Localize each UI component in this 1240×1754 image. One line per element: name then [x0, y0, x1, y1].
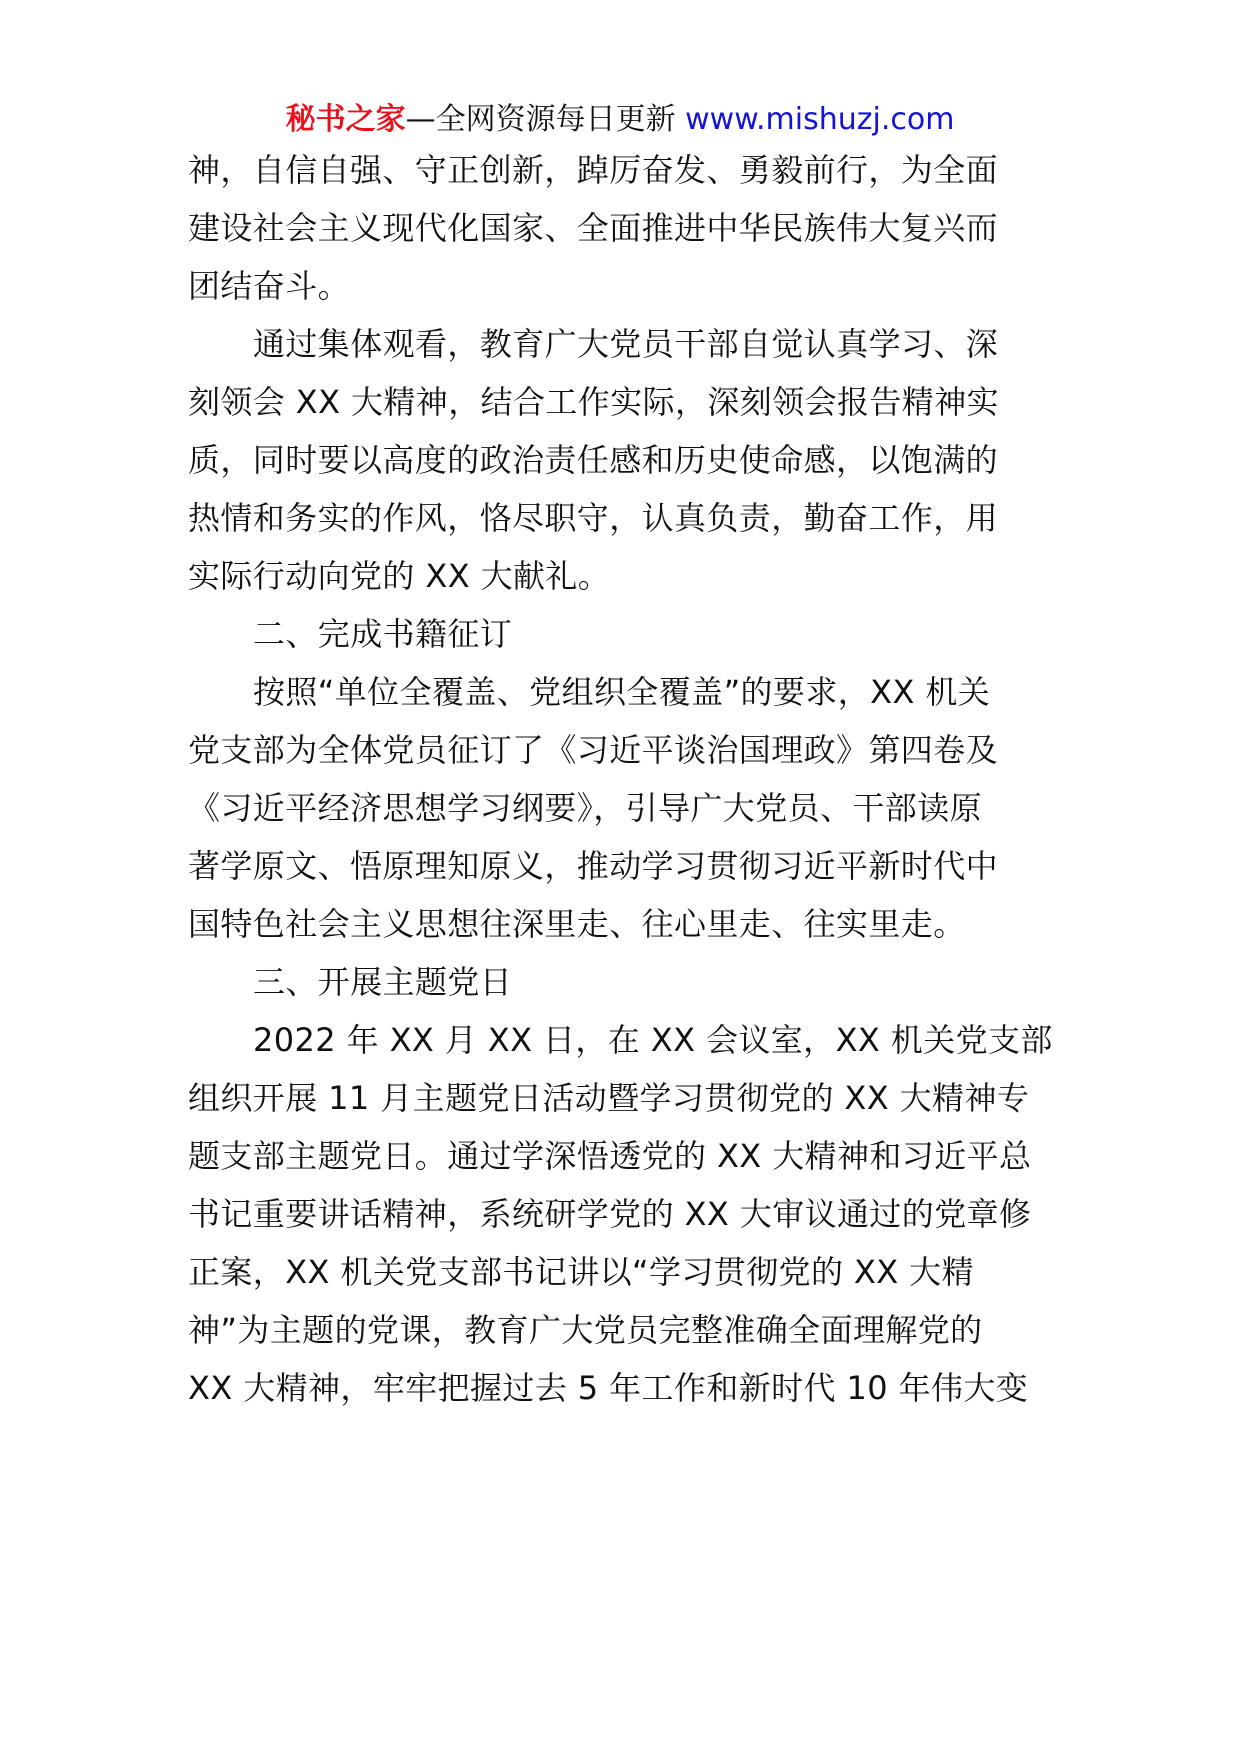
body-line-7: 热情和务实的作风，恪尽职守，认真负责，勤奋工作，用 [188, 499, 999, 537]
body-line-4: 通过集体观看，教育广大党员干部自觉认真学习、深 [253, 325, 999, 363]
body-line-8: 实际行动向党的 XX 大献礼。 [188, 557, 611, 595]
header-brand: 秘书之家 [285, 102, 406, 137]
body-line-21: 神”为主题的党课，教育广大党员完整准确全面理解党的 [188, 1311, 983, 1349]
header-tagline: —全网资源每日更新 [405, 102, 676, 137]
body-line-10: 按照“单位全覆盖、党组织全覆盖”的要求，XX 机关 [253, 673, 991, 711]
body-line-12: 《习近平经济思想学习纲要》，引导广大党员、干部读原 [188, 789, 983, 827]
body-line-18: 题支部主题党日。通过学深悟透党的 XX 大精神和习近平总 [188, 1137, 1032, 1175]
body-line-3: 团结奋斗。 [188, 267, 351, 305]
body-line-11: 党支部为全体党员征订了《习近平谈治国理政》第四卷及 [188, 731, 999, 769]
body-line-14: 国特色社会主义思想往深里走、往心里走、往实里走。 [188, 905, 966, 943]
body-line-13: 著学原文、悟原理知原义，推动学习贯彻习近平新时代中 [188, 847, 999, 885]
section-heading-3: 三、开展主题党日 [253, 963, 513, 1001]
body-line-2: 建设社会主义现代化国家、全面推进中华民族伟大复兴而 [188, 209, 999, 247]
body-line-1: 神，自信自强、守正创新，踔厉奋发、勇毅前行，为全面 [188, 151, 999, 189]
body-line-16: 2022 年 XX 月 XX 日，在 XX 会议室，XX 机关党支部 [253, 1021, 1053, 1059]
body-line-17: 组织开展 11 月主题党日活动暨学习贯彻党的 XX 大精神专 [188, 1079, 1030, 1117]
header-url[interactable]: www.mishuzj.com [685, 102, 955, 137]
page-header [0, 100, 1240, 140]
body-line-20: 正案，XX 机关党支部书记讲以“学习贯彻党的 XX 大精 [188, 1253, 974, 1291]
body-line-19: 书记重要讲话精神，系统研学党的 XX 大审议通过的党章修 [188, 1195, 1032, 1233]
body-line-6: 质，同时要以高度的政治责任感和历史使命感，以饱满的 [188, 441, 999, 479]
body-line-5: 刻领会 XX 大精神，结合工作实际，深刻领会报告精神实 [188, 383, 999, 421]
body-line-22: XX 大精神，牢牢把握过去 5 年工作和新时代 10 年伟大变 [188, 1369, 1029, 1407]
section-heading-2: 二、完成书籍征订 [253, 615, 513, 653]
